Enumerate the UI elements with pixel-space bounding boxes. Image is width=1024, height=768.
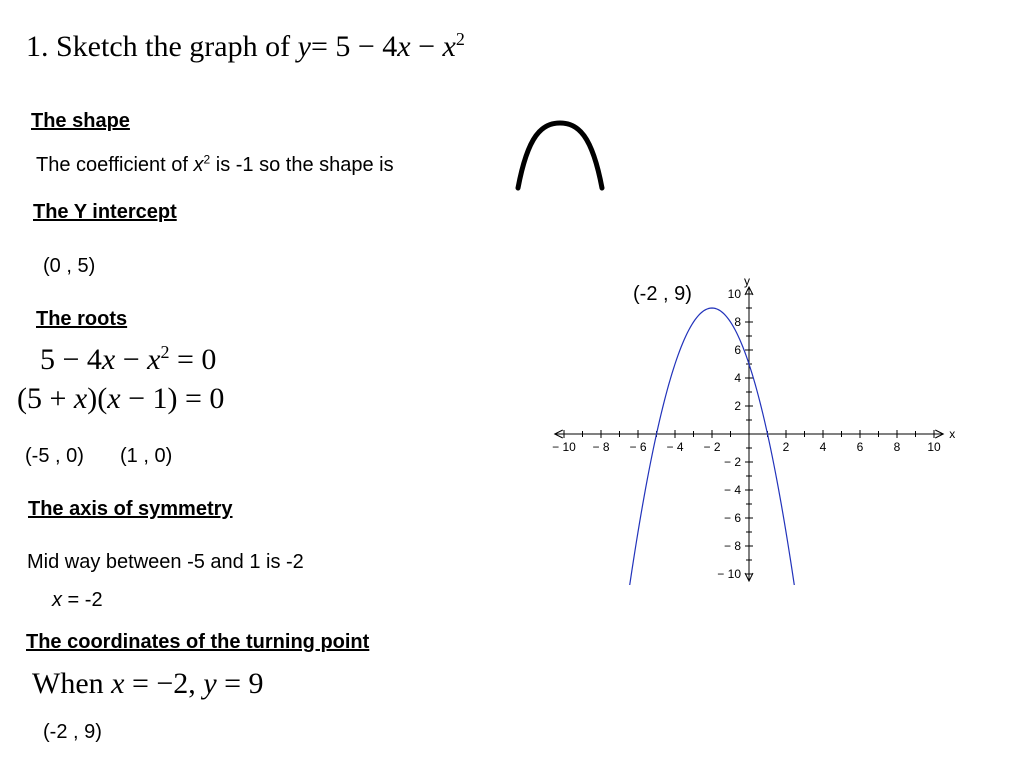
x-tick-label: − 8 [592, 440, 610, 454]
roots-equation-2 [17, 382, 224, 416]
turning-x-var: x [111, 667, 125, 700]
x-tick-label: 10 [927, 440, 941, 454]
turning-point-heading: The coordinates of the turning point [26, 631, 370, 653]
title-minus: − [410, 30, 443, 63]
root-point-2: (1 , 0) [120, 445, 173, 467]
root-point-1: (-5 , 0) [25, 445, 84, 467]
x-tick-label: 4 [819, 440, 827, 454]
roots-eq2-b: )( [87, 382, 108, 415]
shape-text-before: The coefficient of [36, 154, 194, 176]
roots-eq1-exp: 2 [160, 342, 170, 362]
title-x1: x [397, 30, 411, 63]
x-tick-label: 6 [856, 440, 864, 454]
roots-eq1-b: − [115, 343, 148, 376]
axis-var: x [52, 589, 62, 611]
y-tick-label: 6 [734, 343, 741, 357]
roots-eq1-x2: x [147, 343, 161, 376]
roots-eq2-x2: x [107, 382, 121, 415]
roots-eq2-c: − 1) = 0 [120, 382, 225, 415]
y-tick-label: 2 [734, 399, 741, 413]
y-intercept-point: (0 , 5) [43, 255, 96, 277]
turning-y-eq: = 9 [216, 667, 264, 700]
turning-point-annotation: (-2 , 9) [633, 283, 692, 305]
shape-heading: The shape [31, 110, 130, 132]
title-x2: x [442, 30, 456, 63]
y-tick-label: − 4 [723, 483, 741, 497]
y-tick-label: 8 [734, 315, 741, 329]
roots-eq1-x1: x [101, 343, 116, 376]
turning-y-var: y [203, 667, 217, 700]
roots-eq1-c: = 0 [169, 343, 217, 376]
parabola-shape-icon [510, 115, 610, 195]
title-eq-a: = 5 − 4 [310, 30, 398, 63]
shape-var: x [193, 154, 204, 176]
turning-when: When [32, 667, 112, 700]
x-tick-label: − 10 [552, 440, 576, 454]
title-y-var: y [297, 30, 311, 63]
roots-eq1-a: 5 − 4 [40, 343, 102, 376]
title-number: 1. [26, 30, 49, 63]
parabola-graph [540, 255, 980, 585]
x-axis-label: x [949, 427, 956, 441]
page-title [26, 30, 465, 64]
roots-eq2-a: (5 + [17, 382, 74, 415]
shape-text-after: is -1 so the shape is [210, 154, 394, 176]
x-tick-label: − 6 [629, 440, 647, 454]
title-text: Sketch the graph of [56, 30, 291, 63]
roots-heading: The roots [36, 308, 128, 330]
x-tick-label: − 4 [666, 440, 684, 454]
y-axis-label: y [744, 274, 750, 288]
turning-point-equation [32, 667, 264, 701]
y-tick-label: − 10 [717, 567, 741, 581]
y-tick-label: − 6 [723, 511, 741, 525]
roots-equation-1 [40, 343, 216, 377]
axis-eq: = -2 [62, 589, 103, 611]
y-tick-label: − 2 [723, 455, 741, 469]
y-tick-label: 10 [727, 287, 741, 301]
roots-eq2-x1: x [73, 382, 88, 415]
y-tick-label: − 8 [723, 539, 741, 553]
turning-point-coordinates: (-2 , 9) [43, 721, 102, 743]
x-tick-label: 8 [893, 440, 901, 454]
title-exp: 2 [455, 29, 465, 49]
axis-of-symmetry-heading: The axis of symmetry [28, 498, 233, 520]
axis-of-symmetry-equation [52, 589, 103, 612]
shape-text [36, 154, 394, 177]
y-intercept-heading: The Y intercept [33, 201, 177, 223]
shape-exp: 2 [203, 152, 211, 167]
x-tick-label: 2 [782, 440, 790, 454]
y-tick-label: 4 [734, 371, 741, 385]
x-tick-label: − 2 [703, 440, 721, 454]
turning-x-eq: = −2, [124, 667, 204, 700]
axis-of-symmetry-text: Mid way between -5 and 1 is -2 [27, 551, 304, 573]
